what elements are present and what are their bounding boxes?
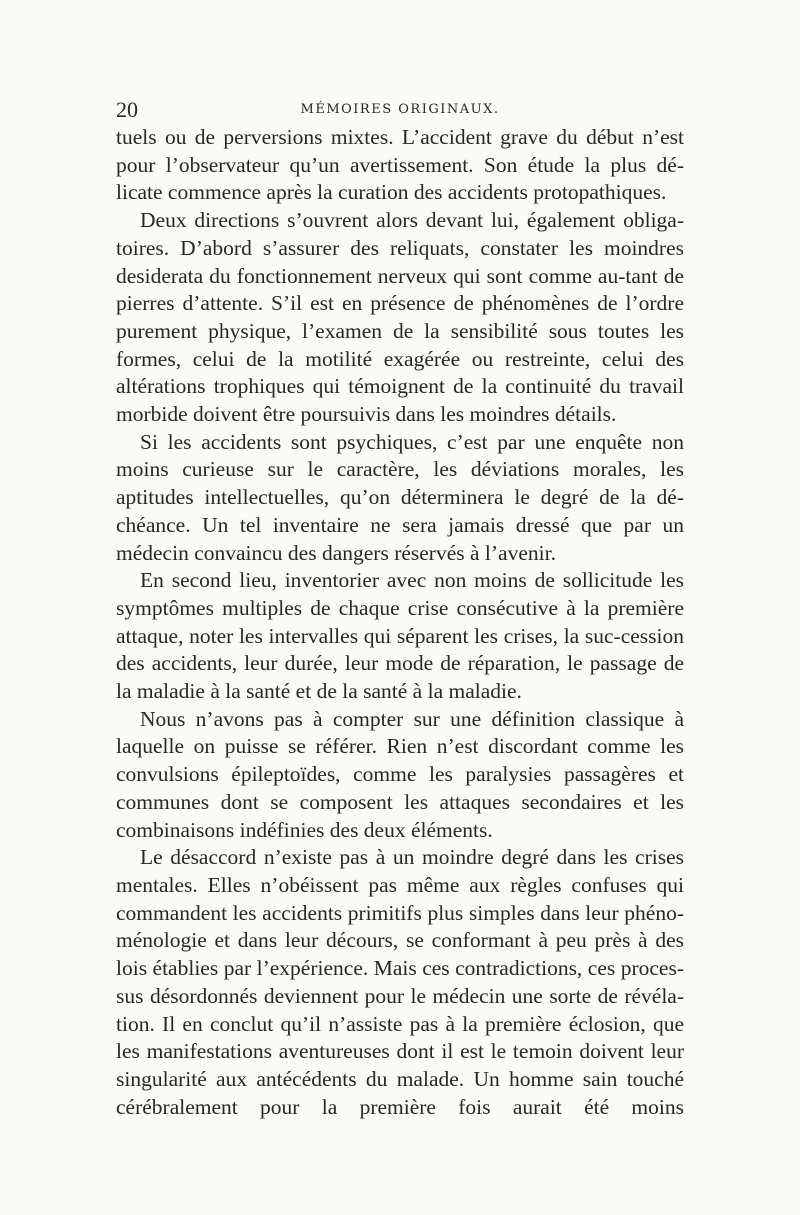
paragraph-mental-crises: Le désaccord n’existe pas à un moindre degré dans les crises mentales. Elles n’obéissent pas même aux règles confuses qui commandent les accidents primitifs plus simples dans leur phéno-ménologie et dans leur décours, se conformant à peu près à des lois établies par l’expérience. Mais ces contradictions, ces proces-sus désordonnés deviennent pour le médecin une sorte de révéla-tion. Il en conclut qu’il n’assiste pas à la première éclosion, que les manifestations aventureuses dont il est le temoin doivent leur singularité aux antécédents du malade. Un homme sain touché cérébralement pour la première fois aurait été moins bbox=[116, 845, 684, 1119]
page-header bbox=[116, 96, 684, 124]
page-number: 20 bbox=[116, 97, 138, 122]
paragraph-second-place: En second lieu, inventorier avec non moins de sollicitude les symptômes multiples de chaque crise consécutive à la première attaque, noter les intervalles qui séparent les crises, la suc-cession des accidents, leur durée, leur mode de réparation, le passage de la maladie à la santé et de la santé à la maladie. bbox=[116, 568, 684, 704]
paragraph-continued: tuels ou de perversions mixtes. L’accident grave du début n’est pour l’observateur qu’un avertissement. Son étude la plus dé-licate commence après la curation des accidents protopathiques. bbox=[116, 125, 684, 205]
paragraph-no-definition: Nous n’avons pas à compter sur une définition classique à laquelle on puisse se référer. Rien n’est discordant comme les convulsions épileptoïdes, comme les paralysies passagères et communes dont se composent les attaques secondaires et les combinaisons indéfinies des deux éléments. bbox=[116, 706, 684, 842]
paragraph-two-directions: Deux directions s’ouvrent alors devant lui, également obliga-toires. D’abord s’assurer des reliquats, constater les moindres desiderata du fonctionnement nerveux qui sont comme au-tant de pierres d’attente. S’il est en présence de phénomènes de l’ordre purement physique, l’examen de la sensibilité sous toutes les formes, celui de la motilité exagérée ou restreinte, celui des altérations trophiques qui témoignent de la continuité du travail morbide doivent être poursuivis dans les moindres détails. bbox=[116, 208, 684, 427]
paragraph-psychic-accidents: Si les accidents sont psychiques, c’est par une enquête non moins curieuse sur le caractère, les déviations morales, les aptitudes intellectuelles, qu’on déterminera le degré de la dé-chéance. Un tel inventaire ne sera jamais dressé que par un médecin convaincu des dangers réservés à l’avenir. bbox=[116, 429, 684, 565]
running-title: MÉMOIRES ORIGINAUX. bbox=[300, 102, 500, 117]
body-text bbox=[116, 124, 684, 1121]
